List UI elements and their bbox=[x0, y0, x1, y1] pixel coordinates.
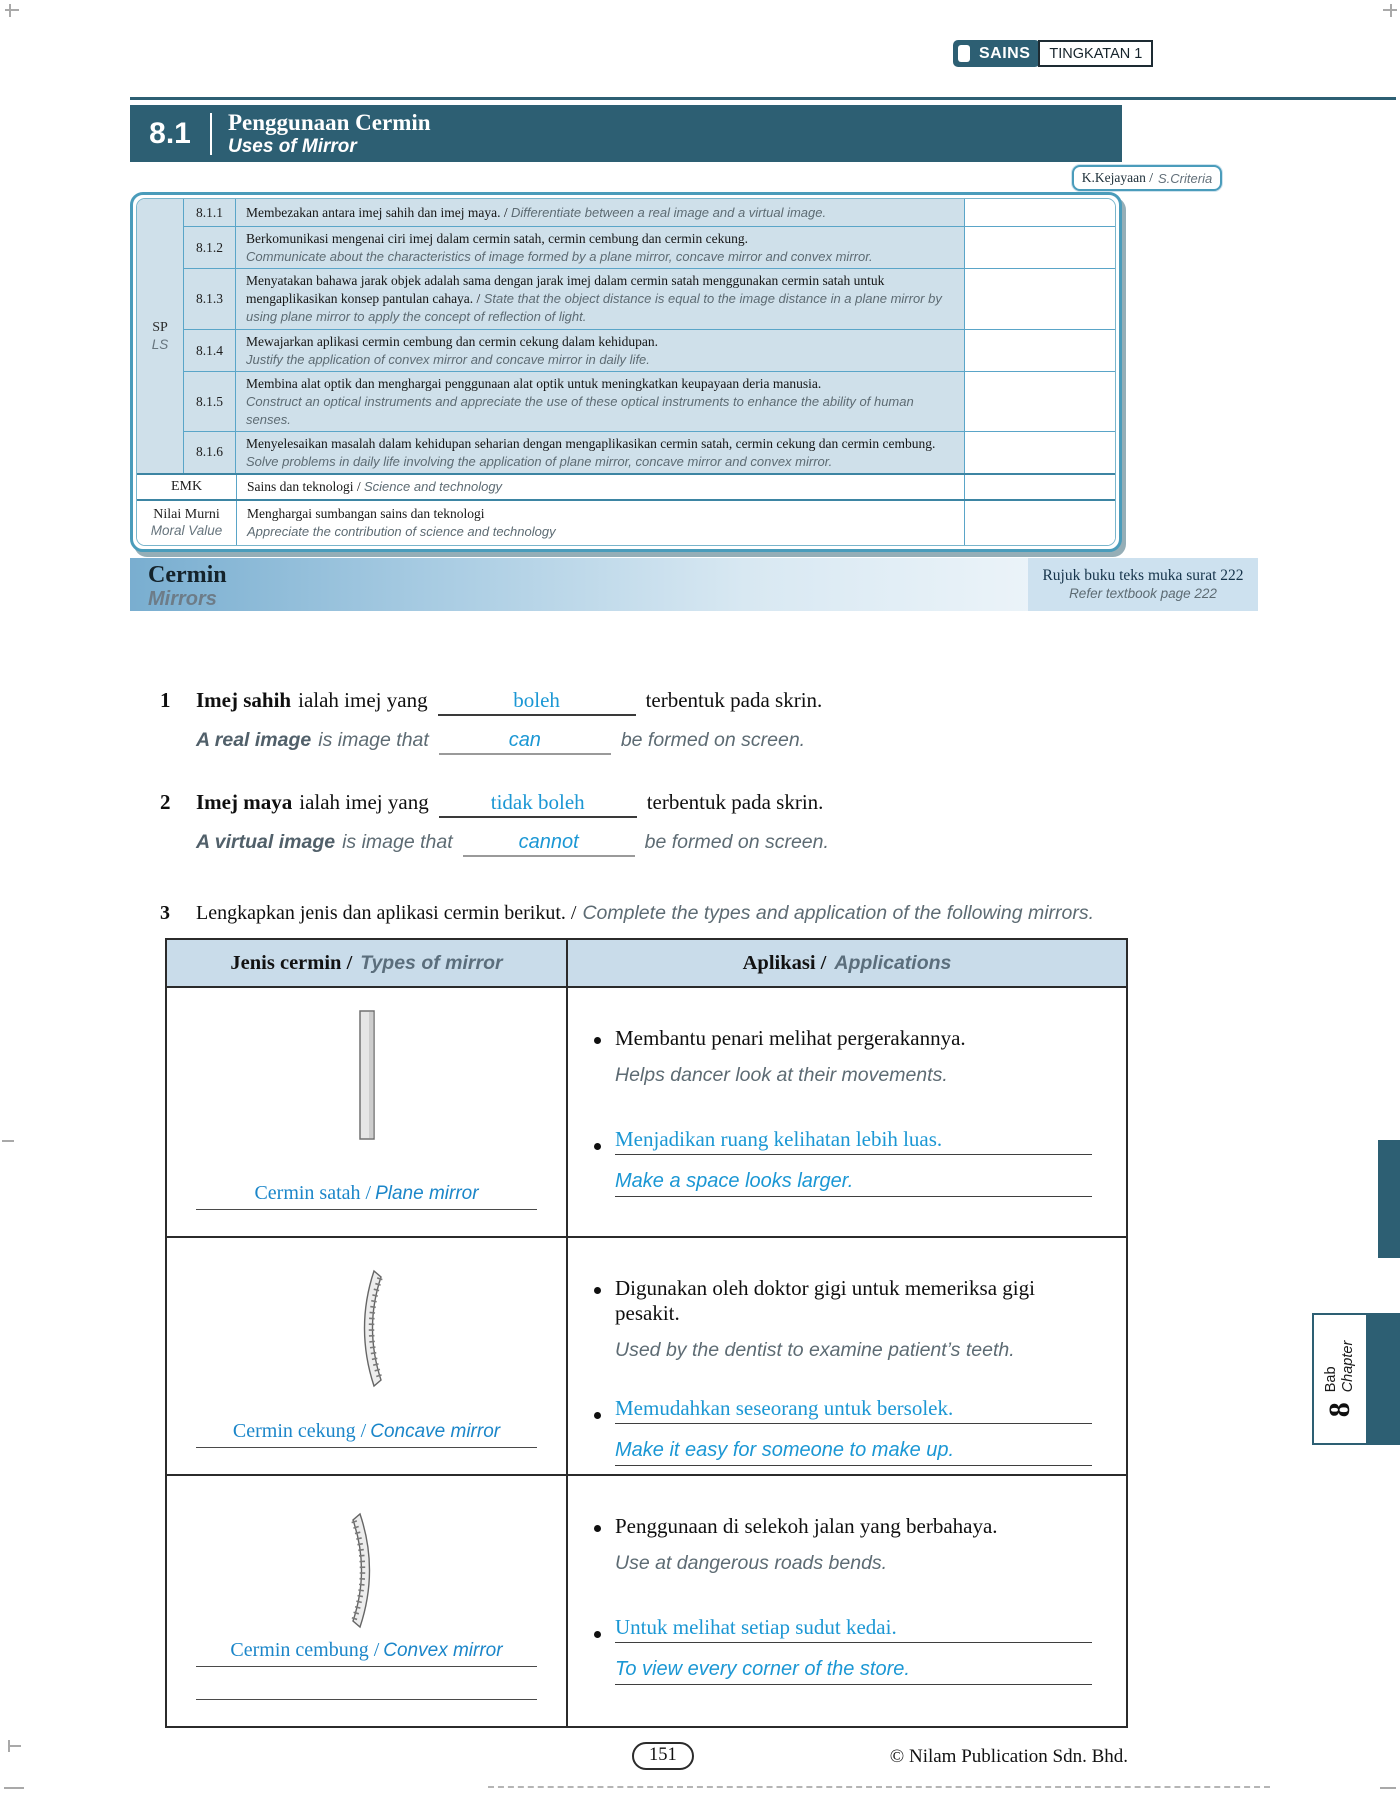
chapter-tab-bab: Bab bbox=[1323, 1366, 1340, 1393]
chapter-tab-number: 8 bbox=[1323, 1402, 1356, 1418]
moral-label: Nilai Murni Moral Value bbox=[137, 501, 237, 545]
chapter-tab-color-block bbox=[1366, 1315, 1398, 1443]
bullet-dot bbox=[594, 1037, 601, 1044]
textbook-reference: Rujuk buku teks muka surat 222 Refer textbook page 222 bbox=[1028, 558, 1258, 611]
section-title-ms: Cermin bbox=[148, 562, 227, 588]
mirror-label-line[interactable]: Cermin cekung / Concave mirror bbox=[196, 1420, 537, 1448]
mirror-type-cell bbox=[167, 1476, 568, 1726]
emk-text: Sains dan teknologi / Science and technology bbox=[247, 479, 503, 495]
printed-application: Penggunaan di selekoh jalan yang berbahaya. bbox=[594, 1514, 1092, 1539]
standard-code: 8.1.2 bbox=[184, 227, 236, 268]
trim-mark bbox=[4, 1787, 24, 1789]
answer-line-en[interactable]: Make it easy for someone to make up. bbox=[615, 1439, 1092, 1466]
bullet-dot bbox=[594, 1525, 601, 1532]
plane-mirror-icon bbox=[355, 1008, 379, 1142]
bullet-dot bbox=[594, 1287, 601, 1294]
score-cell[interactable] bbox=[965, 372, 1115, 431]
answer-blank[interactable]: can bbox=[439, 730, 611, 755]
answer-line-en[interactable]: Make a space looks larger. bbox=[615, 1170, 1092, 1197]
trim-mark bbox=[1390, 4, 1392, 17]
chapter-edge-strip bbox=[1378, 1140, 1400, 1258]
concave-mirror-icon bbox=[344, 1266, 390, 1392]
section-title-en: Mirrors bbox=[148, 588, 217, 611]
applications-cell bbox=[568, 988, 1126, 1238]
score-cell[interactable] bbox=[965, 432, 1115, 473]
written-answer bbox=[594, 1127, 1092, 1155]
trim-mark bbox=[8, 1740, 10, 1752]
trim-mark bbox=[9, 4, 11, 17]
sp-row bbox=[184, 431, 1115, 473]
printed-application: Digunakan oleh doktor gigi untuk memeriksa gigi pesakit. bbox=[594, 1276, 1092, 1326]
question-3: 3 Lengkapkan jenis dan aplikasi cermin berikut. / Complete the types and application of the following mirrors. bbox=[160, 902, 1095, 924]
sp-row bbox=[184, 329, 1115, 371]
header-divider bbox=[210, 113, 212, 155]
answer-line[interactable]: Menjadikan ruang kelihatan lebih luas. bbox=[615, 1127, 1092, 1155]
copyright-notice: © Nilam Publication Sdn. Bhd. bbox=[889, 1746, 1128, 1767]
chapter-side-tab bbox=[1312, 1313, 1400, 1445]
section-bar bbox=[130, 558, 1244, 611]
standard-text: Membezakan antara imej sahih dan imej maya. / Differentiate between a real image and a virtual image. bbox=[246, 204, 827, 220]
printed-application: Membantu penari melihat pergerakannya. bbox=[594, 1026, 1092, 1051]
learning-standards-table bbox=[130, 192, 1122, 552]
question-1-ms: 1 Imej sahih ialah imej yang boleh terbentuk pada skrin. bbox=[160, 688, 1135, 715]
sp-row bbox=[184, 268, 1115, 329]
convex-mirror-icon bbox=[344, 1510, 390, 1632]
score-cell[interactable] bbox=[965, 269, 1115, 329]
chapter-header bbox=[130, 105, 1122, 162]
sp-row bbox=[184, 371, 1115, 431]
answer-line[interactable]: Memudahkan seseorang untuk bersolek. bbox=[615, 1396, 1092, 1424]
score-cell[interactable] bbox=[965, 227, 1115, 268]
standard-text: Mewajarkan aplikasi cermin cembung dan cermin cekung dalam kehidupan. Justify the application of convex mirror and concave mirror in daily life. bbox=[246, 334, 658, 368]
question-2-en: A virtual image is image that cannot be formed on screen. bbox=[196, 831, 1135, 856]
emk-label: EMK bbox=[137, 475, 237, 499]
sp-row bbox=[184, 199, 1115, 226]
mirror-label-line[interactable]: Cermin cembung / Convex mirror bbox=[196, 1639, 537, 1667]
printed-application-en: Helps dancer look at their movements. bbox=[615, 1064, 948, 1086]
badge-brand-label: SAINS bbox=[979, 44, 1031, 62]
score-cell[interactable] bbox=[965, 199, 1115, 226]
emk-row bbox=[137, 475, 1115, 499]
standard-text: Membina alat optik dan menghargai penggunaan alat optik untuk meningkatkan keupayaan deria manusia. Construct an optical instruments and appreciate the use of these optical instruments to enhance the ability of human senses. bbox=[246, 376, 914, 427]
question-1-en: A real image is image that can be formed on screen. bbox=[196, 729, 1135, 754]
written-answer bbox=[594, 1615, 1092, 1643]
bullet-dot bbox=[594, 1631, 601, 1638]
standard-code: 8.1.3 bbox=[184, 269, 236, 329]
standard-code: 8.1.5 bbox=[184, 372, 236, 431]
sp-label: SP bbox=[152, 320, 168, 336]
answer-blank[interactable]: boleh bbox=[438, 689, 636, 716]
criteria-label-en: S.Criteria bbox=[1158, 170, 1213, 186]
questions-block bbox=[160, 688, 1135, 925]
badge-brand-box bbox=[953, 40, 1040, 67]
badge-notch-icon bbox=[958, 45, 970, 62]
answer-blank[interactable]: cannot bbox=[463, 832, 635, 857]
moral-text: Menghargai sumbangan sains dan teknologi Appreciate the contribution of science and technology bbox=[247, 506, 556, 540]
badge-level-label: TINGKATAN 1 bbox=[1038, 40, 1153, 67]
chapter-title-ms: Penggunaan Cermin bbox=[228, 109, 431, 135]
answer-line-en[interactable]: To view every corner of the store. bbox=[615, 1658, 1092, 1685]
chapter-tab-chapter: Chapter bbox=[1340, 1340, 1356, 1393]
series-badge bbox=[953, 40, 1153, 67]
bullet-dot bbox=[594, 1412, 601, 1419]
standard-code: 8.1.6 bbox=[184, 432, 236, 473]
score-cell[interactable] bbox=[965, 475, 1115, 499]
standard-text: Menyelesaikan masalah dalam kehidupan seharian dengan mengaplikasikan cermin satah, cermin cekung dan cermin cembung. Solve problems in daily life involving the application of plane mirror, concave mirror and convex mirror. bbox=[246, 435, 936, 469]
sp-side-label bbox=[137, 199, 184, 473]
sp-row bbox=[184, 226, 1115, 268]
ls-label: LS bbox=[151, 337, 169, 353]
printed-application-en: Used by the dentist to examine patient’s teeth. bbox=[615, 1339, 1015, 1361]
extra-answer-line[interactable] bbox=[196, 1667, 537, 1700]
chapter-number: 8.1 bbox=[149, 116, 191, 150]
mirror-type-cell bbox=[167, 1238, 568, 1476]
printed-application-en: Use at dangerous roads bends. bbox=[615, 1552, 888, 1574]
trim-dash-line bbox=[488, 1786, 1270, 1788]
applications-cell bbox=[568, 1238, 1126, 1476]
criteria-header bbox=[1072, 165, 1222, 191]
header-rule bbox=[130, 97, 1396, 100]
criteria-label-ms: K.Kejayaan / bbox=[1081, 170, 1154, 185]
standard-text: Menyatakan bahawa jarak objek adalah sama dengan jarak imej dalam cermin satah menggunakan cermin satah untuk mengaplikasikan konsep pantulan cahaya. / State that the object distance is equal to the image distance in a plane mirror by using plane mirror to apply the concept of reflection of light. bbox=[246, 273, 942, 325]
mirror-label-line[interactable]: Cermin satah / Plane mirror bbox=[196, 1182, 537, 1210]
answer-line[interactable]: Untuk melihat setiap sudut kedai. bbox=[615, 1615, 1092, 1643]
trim-mark bbox=[5, 9, 19, 11]
chapter-title-en: Uses of Mirror bbox=[228, 135, 357, 157]
standard-text: Berkomunikasi mengenai ciri imej dalam cermin satah, cermin cembung dan cermin cekung. Communicate about the characteristics of image formed by a plane mirror, concave mirror and convex mirror. bbox=[246, 231, 873, 264]
mirror-table bbox=[165, 938, 1128, 1728]
standard-code: 8.1.4 bbox=[184, 330, 236, 371]
written-answer bbox=[594, 1396, 1092, 1424]
question-2-ms: 2 Imej maya ialah imej yang tidak boleh terbentuk pada skrin. bbox=[160, 790, 1135, 817]
standard-code: 8.1.1 bbox=[184, 199, 236, 226]
answer-blank[interactable]: tidak boleh bbox=[439, 791, 637, 818]
score-cell[interactable] bbox=[965, 330, 1115, 371]
trim-mark bbox=[1380, 1787, 1396, 1789]
trim-mark bbox=[2, 1140, 14, 1142]
col-header-types: Jenis cermin / Types of mirror bbox=[167, 940, 568, 988]
score-cell[interactable] bbox=[965, 501, 1115, 545]
mirror-type-cell bbox=[167, 988, 568, 1238]
page-number: 151 bbox=[632, 1742, 694, 1770]
col-header-applications: Aplikasi / Applications bbox=[568, 940, 1126, 988]
bullet-dot bbox=[594, 1143, 601, 1150]
applications-cell bbox=[568, 1476, 1126, 1726]
moral-value-row bbox=[137, 499, 1115, 545]
